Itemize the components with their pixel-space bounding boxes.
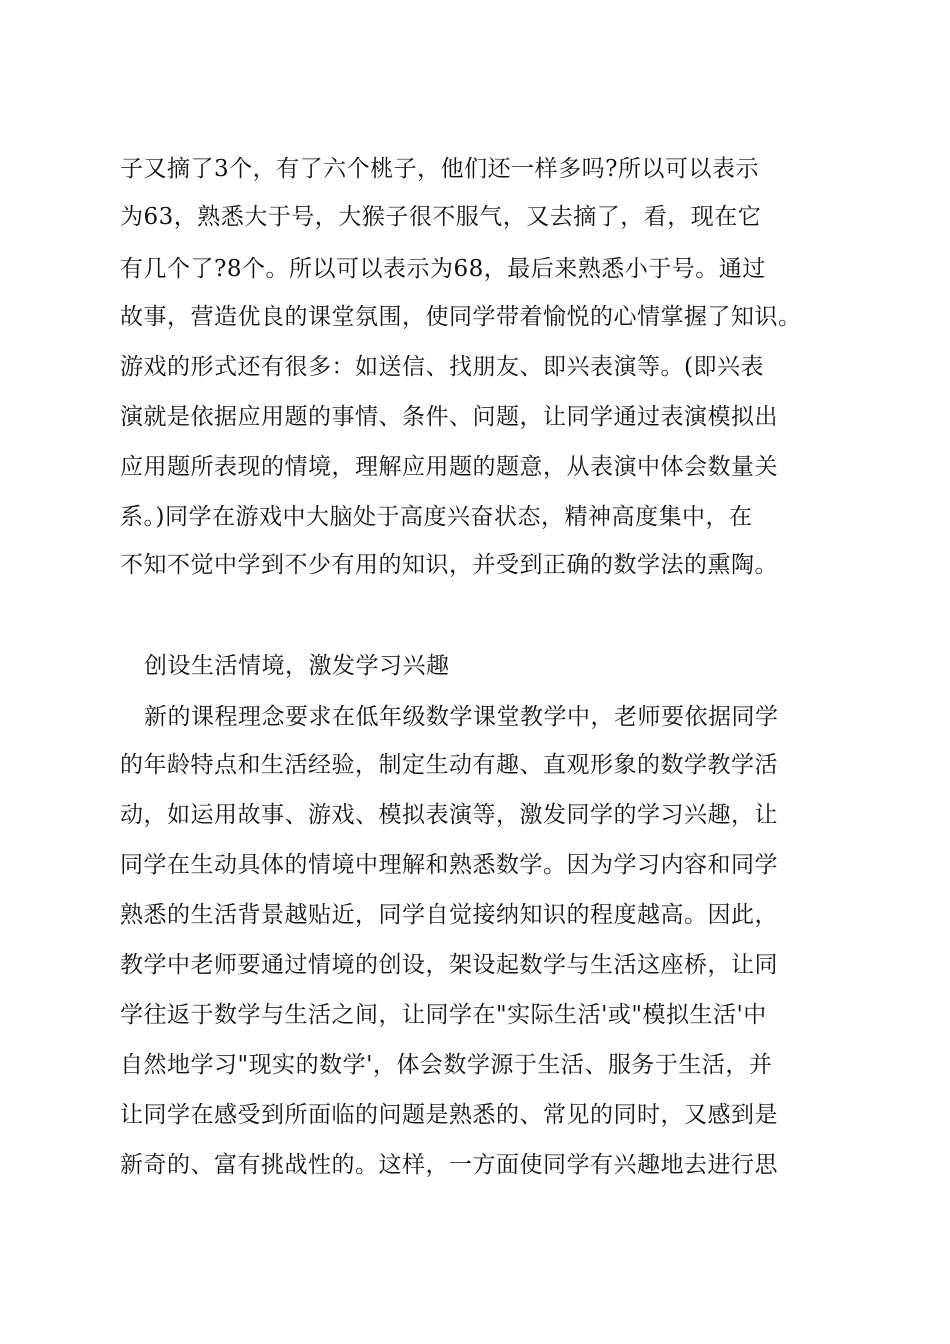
paragraph-2-line-6: 教学中老师要通过情境的创设，架设起数学与生活这座桥，让同 bbox=[120, 952, 778, 978]
paragraph-2-line-2: 的年龄特点和生活经验，制定生动有趣、直观形象的数学教学活 bbox=[120, 752, 778, 778]
section-heading: 创设生活情境，激发学习兴趣 bbox=[144, 653, 450, 679]
paragraph-2-line-8: 自然地学习"现实的数学'，体会数学源于生活、服务于生活，并 bbox=[120, 1052, 773, 1078]
paragraph-2-line-3: 动，如运用故事、游戏、模拟表演等，激发同学的学习兴趣，让 bbox=[120, 802, 778, 828]
paragraph-2-line-7: 学往返于数学与生活之间，让同学在"实际生活'或"模拟生活'中 bbox=[120, 1002, 767, 1028]
paragraph-1-line-2: 为63，熟悉大于号，大猴子很不服气，又去摘了，看，现在它 bbox=[120, 204, 762, 230]
paragraph-2-line-10: 新奇的、富有挑战性的。这样，一方面使同学有兴趣地去进行思 bbox=[120, 1152, 778, 1178]
paragraph-1-line-5: 游戏的形式还有很多：如送信、找朋友、即兴表演等。(即兴表 bbox=[120, 354, 764, 380]
paragraph-1-line-9: 不知不觉中学到不少有用的知识，并受到正确的数学法的熏陶。 bbox=[120, 552, 778, 578]
paragraph-1-line-3: 有几个了?8个。所以可以表示为68，最后来熟悉小于号。通过 bbox=[120, 256, 766, 282]
paragraph-1-line-1: 子又摘了3个，有了六个桃子，他们还一样多吗?所以可以表示 bbox=[120, 156, 759, 182]
paragraph-2-line-9: 让同学在感受到所面临的问题是熟悉的、常见的同时，又感到是 bbox=[120, 1102, 778, 1128]
paragraph-1-line-7: 应用题所表现的情境，理解应用题的题意，从表演中体会数量关 bbox=[120, 454, 778, 480]
paragraph-2-line-1: 新的课程理念要求在低年级数学课堂教学中，老师要依据同学 bbox=[144, 704, 779, 730]
paragraph-2-line-4: 同学在生动具体的情境中理解和熟悉数学。因为学习内容和同学 bbox=[120, 852, 778, 878]
paragraph-1-line-6: 演就是依据应用题的事情、条件、问题，让同学通过表演模拟出 bbox=[120, 404, 778, 430]
paragraph-1-line-8: 系。)同学在游戏中大脑处于高度兴奋状态，精神高度集中，在 bbox=[120, 504, 753, 530]
paragraph-1-line-4: 故事，营造优良的课堂氛围，使同学带着愉悦的心情掌握了知识。 bbox=[120, 304, 802, 330]
paragraph-2-line-5: 熟悉的生活背景越贴近，同学自觉接纳知识的程度越高。因此， bbox=[120, 902, 778, 928]
